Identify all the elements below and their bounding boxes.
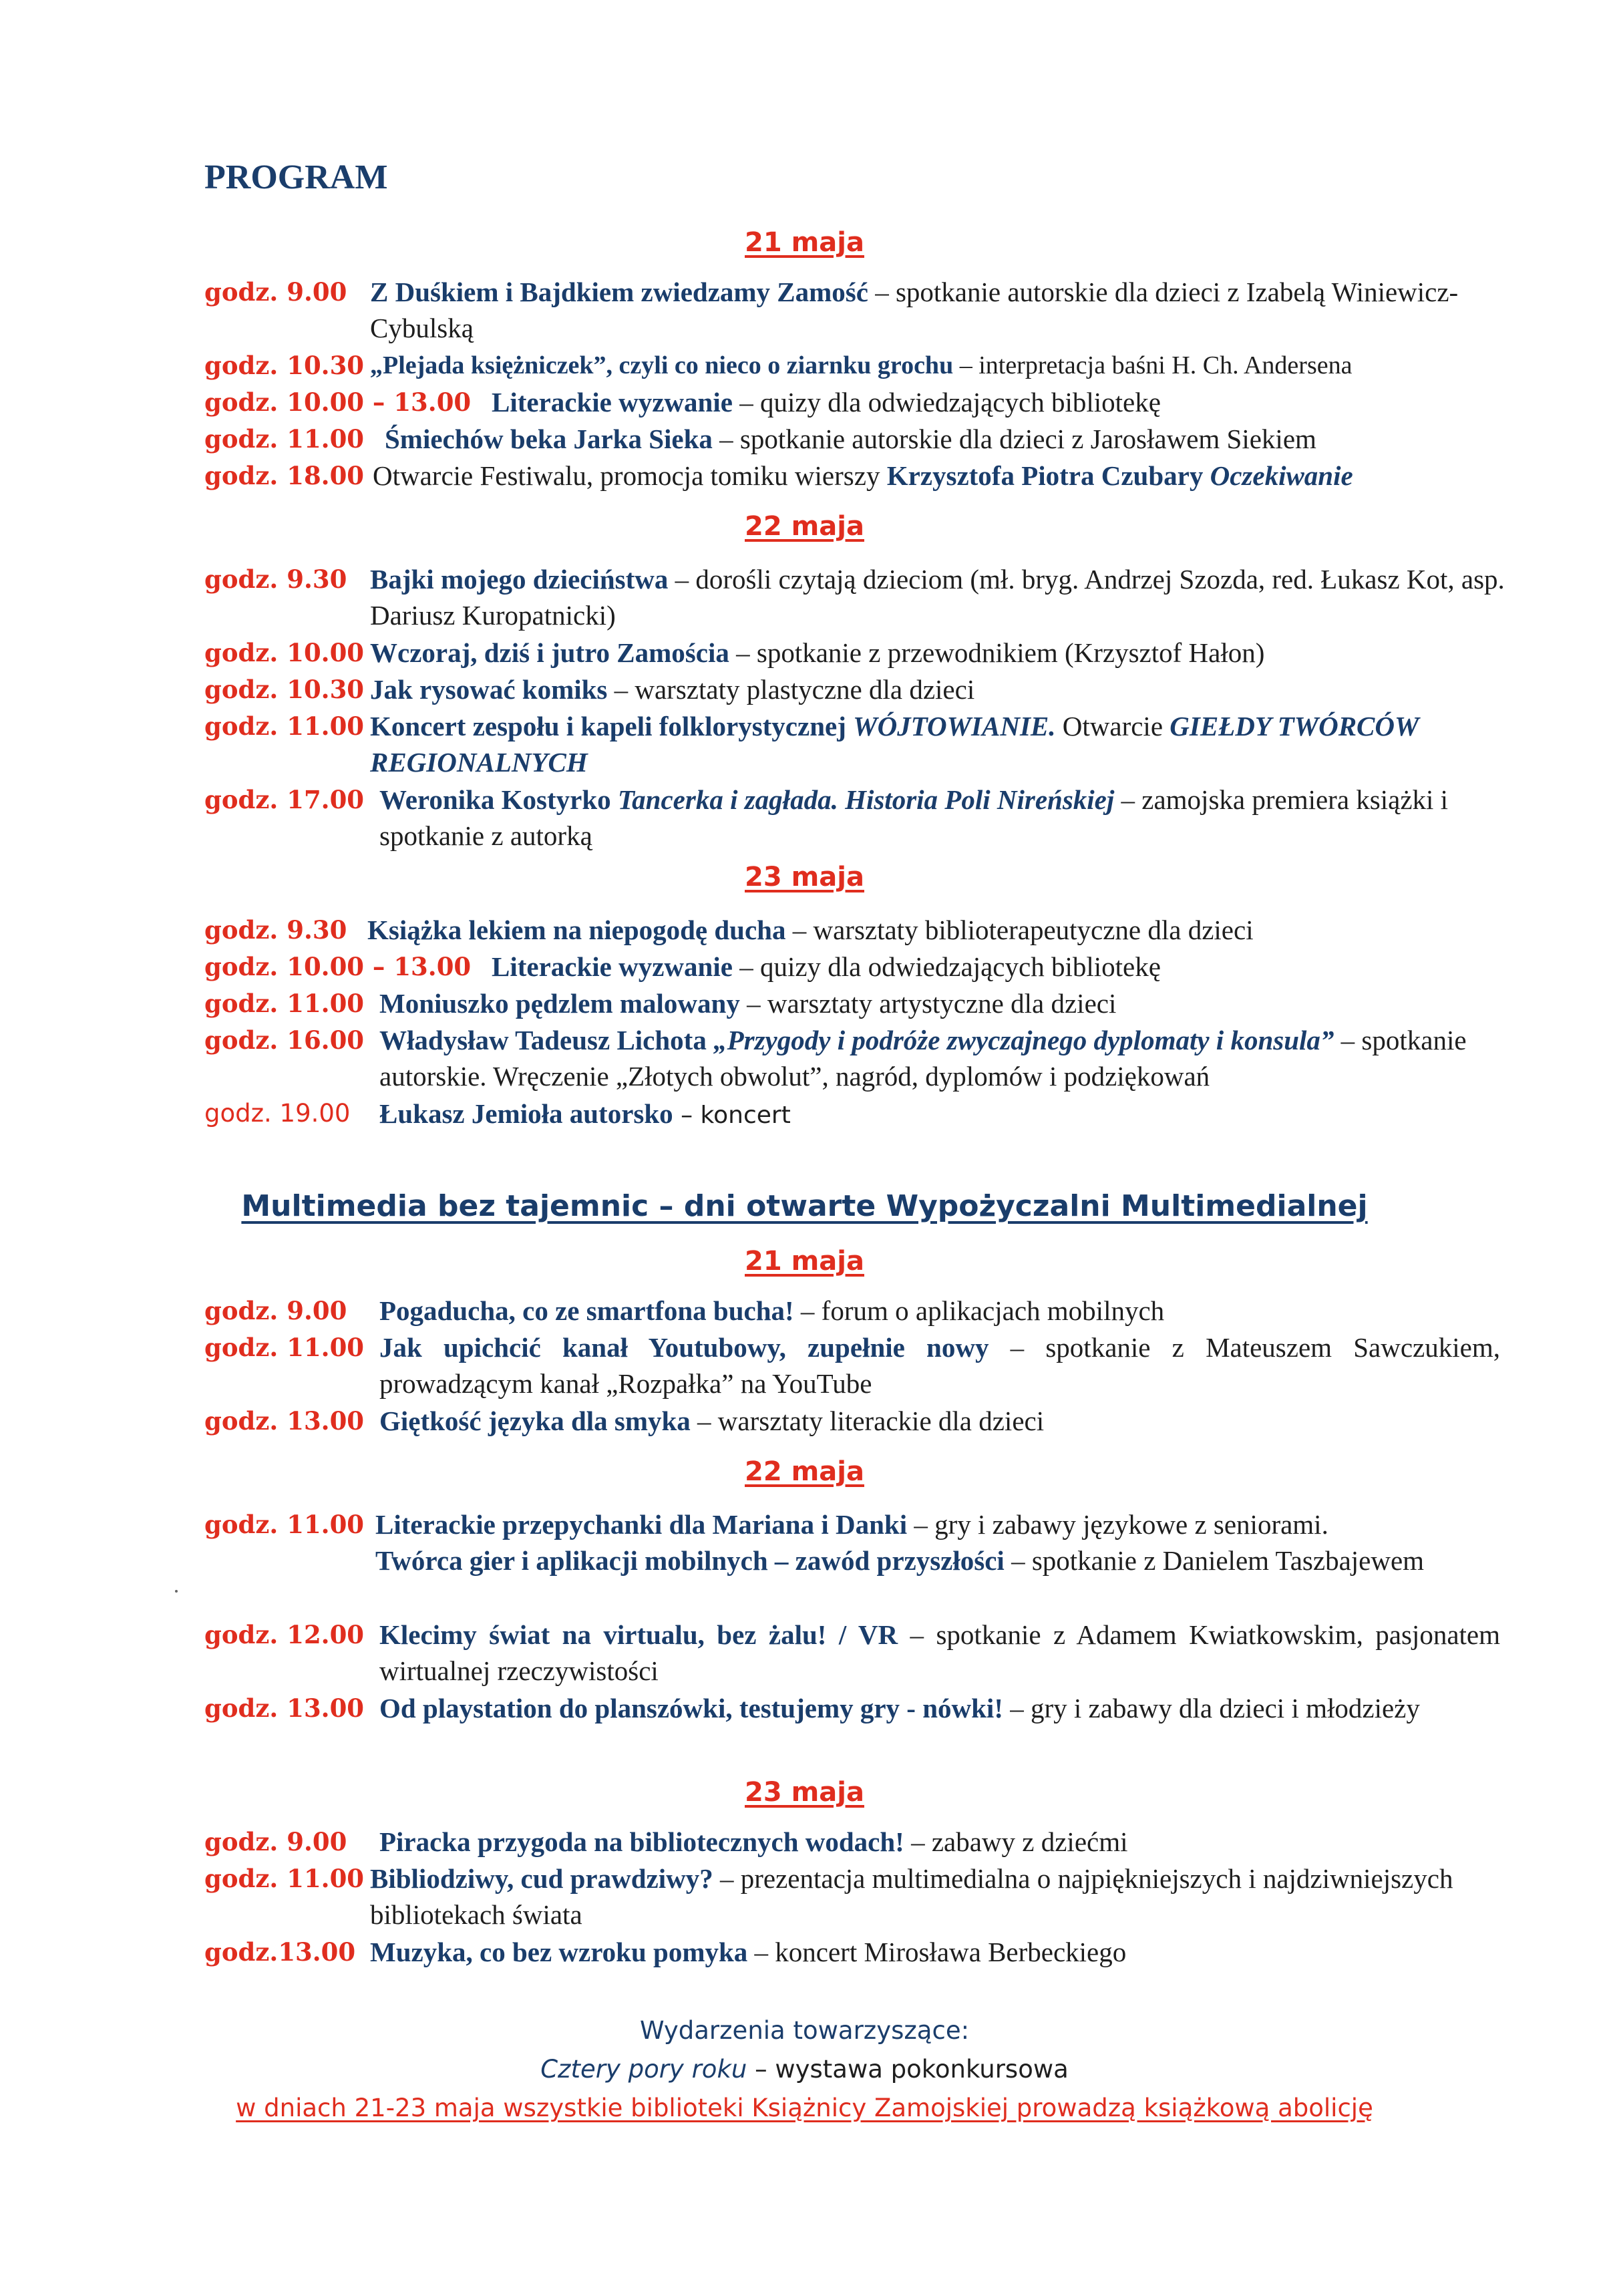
event-desc: – spotkanie autorskie. Wręczenie „Złotych obwolut”, nagród, dyplomów i podziękowań bbox=[379, 1025, 1467, 1092]
event-title: Koncert zespołu i kapeli folklorystycznej bbox=[370, 711, 854, 742]
day-header-21: 21 maja bbox=[745, 227, 864, 258]
event-title: Jak rysować komiks bbox=[370, 674, 608, 705]
event-title-italic: „Przygody i podróże zwyczajnego dyplomaty i konsula” bbox=[713, 1025, 1334, 1055]
event-item bbox=[204, 1096, 1500, 1134]
event-desc: – spotkanie z Mateuszem Sawczukiem, prowadzącym kanał „Rozpałka” na YouTube bbox=[379, 1332, 1500, 1399]
event-time: godz. 17.00 bbox=[204, 785, 365, 814]
event-item bbox=[204, 1329, 1500, 1402]
event-time: godz. 9.30 bbox=[204, 915, 347, 945]
event-desc: – gry i zabawy językowe z seniorami. bbox=[907, 1509, 1328, 1540]
event-item bbox=[204, 1824, 1500, 1860]
event-time: godz. 19.00 bbox=[204, 1099, 351, 1128]
event-title: Klecimy świat na virtualu, bez żalu! / VR bbox=[379, 1619, 898, 1650]
event-title: Literackie przepychanki dla Mariana i Danki bbox=[375, 1509, 908, 1540]
event-title: Krzysztofa Piotra Czubary bbox=[886, 460, 1210, 491]
event-item bbox=[204, 458, 1500, 494]
event-item bbox=[204, 912, 1500, 948]
event-title: Literackie wyzwanie bbox=[492, 951, 733, 982]
event-desc: – spotkanie autorskie dla dzieci z Jarosławem Siekiem bbox=[712, 424, 1316, 454]
event-time: godz. 12.00 bbox=[204, 1620, 365, 1649]
event-desc: – spotkanie z Danielem Taszbajewem bbox=[1004, 1545, 1425, 1576]
event-title: Weronika Kostyrko bbox=[379, 784, 618, 815]
event-title: Książka lekiem na niepogodę ducha bbox=[367, 915, 786, 945]
event-title: Wczoraj, dziś i jutro Zamościa bbox=[370, 637, 729, 668]
event-item bbox=[204, 1690, 1500, 1726]
event-title: Giętkość języka dla smyka bbox=[379, 1406, 691, 1436]
event-desc: – koncert Mirosława Berbeckiego bbox=[747, 1937, 1127, 1967]
event-desc: – forum o aplikacjach mobilnych bbox=[793, 1295, 1165, 1326]
event-item bbox=[204, 708, 1500, 780]
event-time: godz. 16.00 bbox=[204, 1025, 365, 1055]
event-desc: Otwarcie bbox=[1055, 711, 1170, 742]
event-desc: – quizy dla odwiedzających bibliotekę bbox=[732, 387, 1161, 418]
event-title: Bibliodziwy, cud prawdziwy? bbox=[370, 1863, 713, 1894]
event-time: godz. 10.00 – 13.00 bbox=[204, 387, 472, 417]
day-header-21: 21 maja bbox=[745, 1246, 864, 1277]
event-time: godz. 13.00 bbox=[204, 1693, 365, 1723]
event-time: godz. 11.00 bbox=[204, 989, 365, 1018]
event-time: godz. 11.00 bbox=[204, 1510, 365, 1539]
event-title: Władysław Tadeusz Lichota bbox=[379, 1025, 714, 1055]
accompanying-events-heading: Wydarzenia towarzyszące: bbox=[639, 2016, 970, 2045]
event-desc: – interpretacja baśni H. Ch. Andersena bbox=[953, 351, 1353, 379]
section-title-multimedia: Multimedia bez tajemnic – dni otwarte Wypożyczalni Multimedialnej bbox=[241, 1189, 1368, 1223]
exhibition-title: Cztery pory roku bbox=[540, 2055, 747, 2084]
event-item bbox=[204, 1506, 1500, 1579]
event-title-italic: Oczekiwanie bbox=[1210, 460, 1353, 491]
event-desc: – warsztaty plastyczne dla dzieci bbox=[607, 674, 975, 705]
event-item bbox=[204, 347, 1500, 383]
event-title: Od playstation do planszówki, testujemy gry - nówki! bbox=[379, 1693, 1003, 1724]
event-title: „Plejada księżniczek”, czyli co nieco o ziarnku grochu bbox=[370, 351, 954, 379]
event-item bbox=[204, 274, 1500, 346]
event-item bbox=[204, 421, 1500, 457]
event-title: Jak upichcić kanał Youtubowy, zupełnie nowy bbox=[379, 1332, 989, 1363]
event-item bbox=[204, 1403, 1500, 1439]
day-header-22: 22 maja bbox=[745, 1456, 864, 1487]
event-time: godz. 11.00 bbox=[204, 424, 365, 454]
event-title: Pogaducha, co ze smartfona bucha! bbox=[379, 1295, 794, 1326]
event-desc: – quizy dla odwiedzających bibliotekę bbox=[732, 951, 1161, 982]
event-title: Z Duśkiem i Bajdkiem zwiedzamy Zamość bbox=[370, 277, 868, 307]
page-title: PROGRAM bbox=[204, 158, 388, 196]
event-title: Moniuszko pędzlem malowany bbox=[379, 988, 740, 1019]
event-time: godz. 10.30 bbox=[204, 675, 365, 704]
event-desc: – spotkanie z przewodnikiem (Krzysztof Hałon) bbox=[729, 637, 1265, 668]
event-time: godz. 9.00 bbox=[204, 277, 347, 307]
event-desc: – warsztaty literackie dla dzieci bbox=[690, 1406, 1045, 1436]
event-title: Twórca gier i aplikacji mobilnych – zawód przyszłości bbox=[375, 1545, 1005, 1576]
event-item bbox=[204, 561, 1505, 633]
event-desc: – prezentacja multimedialna o najpiękniejszych i najdziwniejszych bibliotekach świata bbox=[370, 1863, 1453, 1930]
event-desc: – koncert bbox=[673, 1102, 791, 1129]
event-title-italic: GIEŁDY TWÓRCÓW REGIONALNYCH bbox=[370, 711, 1419, 778]
event-title-italic: Tancerka i zagłada. Historia Poli Nireńskiej bbox=[617, 784, 1115, 815]
event-desc: – warsztaty biblioterapeutyczne dla dzieci bbox=[785, 915, 1254, 945]
event-desc: – gry i zabawy dla dzieci i młodzieży bbox=[1003, 1693, 1420, 1724]
event-title: Literackie wyzwanie bbox=[492, 387, 733, 418]
event-time: godz. 11.00 bbox=[204, 711, 365, 741]
event-item bbox=[204, 671, 1500, 707]
event-item bbox=[204, 1022, 1500, 1094]
event-desc: Otwarcie Festiwalu, promocja tomiku wierszy bbox=[373, 460, 887, 491]
event-time: godz. 9.00 bbox=[204, 1827, 347, 1856]
event-time: godz. 9.30 bbox=[204, 564, 347, 594]
event-time: godz. 10.30 bbox=[204, 351, 365, 380]
event-time: godz.13.00 bbox=[204, 1937, 356, 1967]
event-desc: – spotkanie autorskie dla dzieci z Izabelą Winiewicz-Cybulską bbox=[370, 277, 1459, 343]
event-desc: – warsztaty artystyczne dla dzieci bbox=[739, 988, 1117, 1019]
event-title: Bajki mojego dzieciństwa bbox=[370, 564, 669, 595]
event-time: godz. 11.00 bbox=[204, 1864, 365, 1893]
event-time: godz. 10.00 bbox=[204, 638, 365, 667]
event-item bbox=[204, 985, 1500, 1021]
exhibition-line bbox=[0, 2055, 1609, 2084]
day-header-23: 23 maja bbox=[745, 862, 864, 892]
event-time: godz. 18.00 bbox=[204, 461, 365, 490]
event-title: Łukasz Jemioła autorsko bbox=[379, 1098, 673, 1129]
day-header-22: 22 maja bbox=[745, 511, 864, 542]
event-item bbox=[204, 949, 1500, 985]
event-time: godz. 11.00 bbox=[204, 1333, 365, 1362]
event-desc: – spotkanie z Adamem Kwiatkowskim, pasjonatem wirtualnej rzeczywistości bbox=[379, 1619, 1501, 1686]
event-item bbox=[204, 1617, 1500, 1689]
scan-speck bbox=[175, 1590, 178, 1593]
event-item bbox=[204, 1860, 1500, 1933]
event-title-italic: WÓJTOWIANIE. bbox=[853, 711, 1056, 742]
event-item bbox=[204, 1293, 1500, 1329]
exhibition-desc: – wystawa pokonkursowa bbox=[747, 2055, 1069, 2084]
event-item bbox=[204, 635, 1500, 671]
event-desc: – zabawy z dziećmi bbox=[904, 1826, 1128, 1857]
event-time: godz. 9.00 bbox=[204, 1296, 347, 1325]
event-title: Piracka przygoda na bibliotecznych wodach! bbox=[379, 1826, 904, 1857]
event-item bbox=[204, 1934, 1500, 1970]
event-item bbox=[204, 384, 1500, 420]
event-time: godz. 13.00 bbox=[204, 1406, 365, 1436]
event-item bbox=[204, 782, 1500, 854]
event-title: Muzyka, co bez wzroku pomyka bbox=[370, 1937, 748, 1967]
event-time: godz. 10.00 – 13.00 bbox=[204, 952, 472, 981]
event-desc: – dorośli czytają dzieciom (mł. bryg. Andrzej Szozda, red. Łukasz Kot, asp. Dariusz Kuropatnicki) bbox=[370, 564, 1505, 631]
amnesty-notice: w dniach 21-23 maja wszystkie biblioteki Książnicy Zamojskiej prowadzą książkową abolicję bbox=[236, 2094, 1373, 2122]
day-header-23: 23 maja bbox=[745, 1777, 864, 1808]
event-title: Śmiechów beka Jarka Sieka bbox=[385, 424, 713, 454]
event-desc: – zamojska premiera książki i spotkanie z autorką bbox=[379, 784, 1449, 851]
